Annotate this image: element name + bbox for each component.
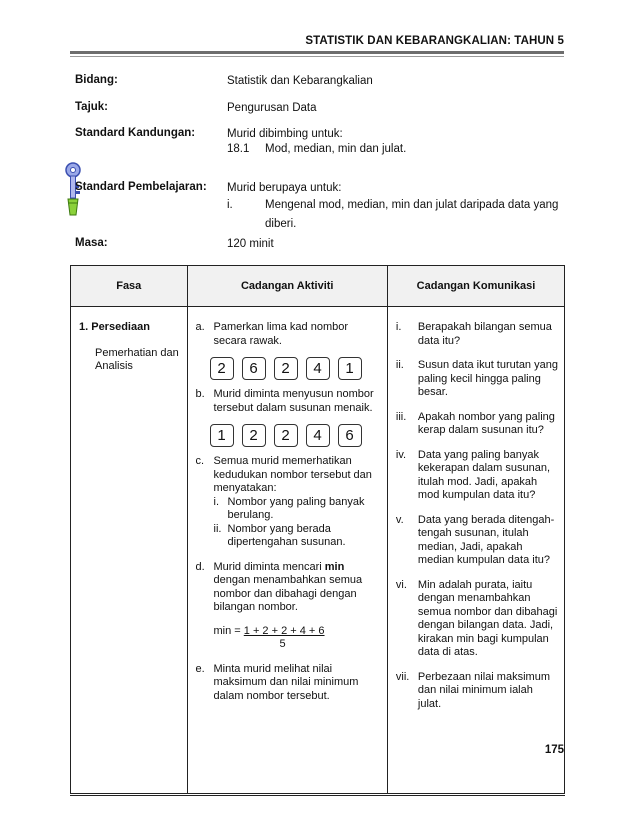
header-title: STATISTIK DAN KEBARANGKALIAN: TAHUN 5 [305, 35, 564, 47]
fasa-cell [71, 307, 188, 795]
fasa-sub: Pemerhatian dan Analisis [95, 346, 179, 372]
comm-item: vi. Min adalah purata, iaitu dengan menambahkan semua nombor dan dibahagi dengan bilangan data. Jadi, kirakan min bagi kumpulan data di atas. [395, 578, 558, 658]
sp-value: Murid berupaya untuk: [227, 182, 342, 194]
activity-a: a. Pamerkan lima kad nombor secara rawak. [195, 321, 349, 347]
number-card: 2 [242, 424, 266, 447]
number-card: 6 [338, 424, 362, 447]
comm-item: vii. Perbezaan nilai maksimum dan nilai minimum ialah julat. [395, 670, 550, 710]
sk-text: Mod, median, min dan julat. [265, 143, 407, 155]
number-card: 2 [274, 357, 298, 380]
lesson-table [70, 265, 565, 796]
comm-item: v. Data yang berada ditengah-tengah susunan, itulah median, Jadi, apakah median kumpulan data itu? [395, 513, 555, 566]
sk-value: Murid dibimbing untuk: [227, 128, 343, 140]
number-card: 2 [210, 357, 234, 380]
number-card: 1 [338, 357, 362, 380]
number-cards-random [210, 357, 381, 380]
comm-item: ii. Susun data ikut turutan yang paling kecil hingga paling besar. [395, 359, 558, 398]
activity-e: e. Minta murid melihat nilai maksimum dan nilai minimum dalam nombor tersebut. [195, 662, 359, 702]
bidang-label: Bidang: [75, 74, 118, 86]
fasa-title: 1. Persediaan [79, 321, 150, 333]
bidang-value: Statistik dan Kebarangkalian [227, 75, 373, 87]
sp-label: Standard Pembelajaran: [75, 181, 207, 193]
sp-text: Mengenal mod, median, min dan julat daripada data yang diberi. [265, 199, 559, 230]
col-header-komunikasi: Cadangan Komunikasi [387, 266, 564, 307]
col-header-fasa: Fasa [71, 266, 188, 307]
number-cards-sorted [210, 424, 381, 447]
page-number: 175 [544, 744, 564, 756]
sk-label: Standard Kandungan: [75, 127, 196, 139]
header-rule-thin [70, 56, 564, 57]
min-formula: min = 1 + 2 + 2 + 4 + 6 [213, 624, 325, 637]
masa-label: Masa: [75, 237, 108, 249]
tajuk-value: Pengurusan Data [227, 102, 317, 114]
tajuk-label: Tajuk: [75, 101, 109, 113]
sp-num: i. [227, 199, 233, 211]
comm-item: iv. Data yang paling banyak kekerapan dalam susunan, itulah mod. Jadi, apakah mod kumpulan data itu? [395, 448, 551, 501]
number-card: 6 [242, 357, 266, 380]
masa-value: 120 minit [227, 238, 274, 250]
comm-item: i. Berapakah bilangan semua data itu? [395, 321, 552, 347]
comm-item: iii. Apakah nombor yang paling kerap dalam susunan itu? [395, 410, 555, 436]
number-card: 2 [274, 424, 298, 447]
komunikasi-cell [387, 307, 564, 795]
aktiviti-cell [187, 307, 387, 795]
activity-b: b. Murid diminta menyusun nombor tersebut dalam susunan menaik. [195, 388, 374, 414]
number-card: 4 [306, 357, 330, 380]
activity-c: c. Semua murid memerhatikan kedudukan nombor tersebut dan menyatakan: i. Nombor yang paling banyak berulang. ii. Nombor yang berada dipertengahan susunan. [195, 455, 372, 548]
header-rule [70, 51, 564, 54]
activity-d: d. Murid diminta mencari min dengan menambahkan semua nombor dan dibahagi dengan bilangan nombor. min = 1 + 2 + 2 + 4 + 6 5 [196, 561, 381, 652]
number-card: 4 [306, 424, 330, 447]
col-header-aktiviti: Cadangan Aktiviti [187, 266, 387, 307]
number-card: 1 [210, 424, 234, 447]
sk-num: 18.1 [227, 143, 250, 155]
